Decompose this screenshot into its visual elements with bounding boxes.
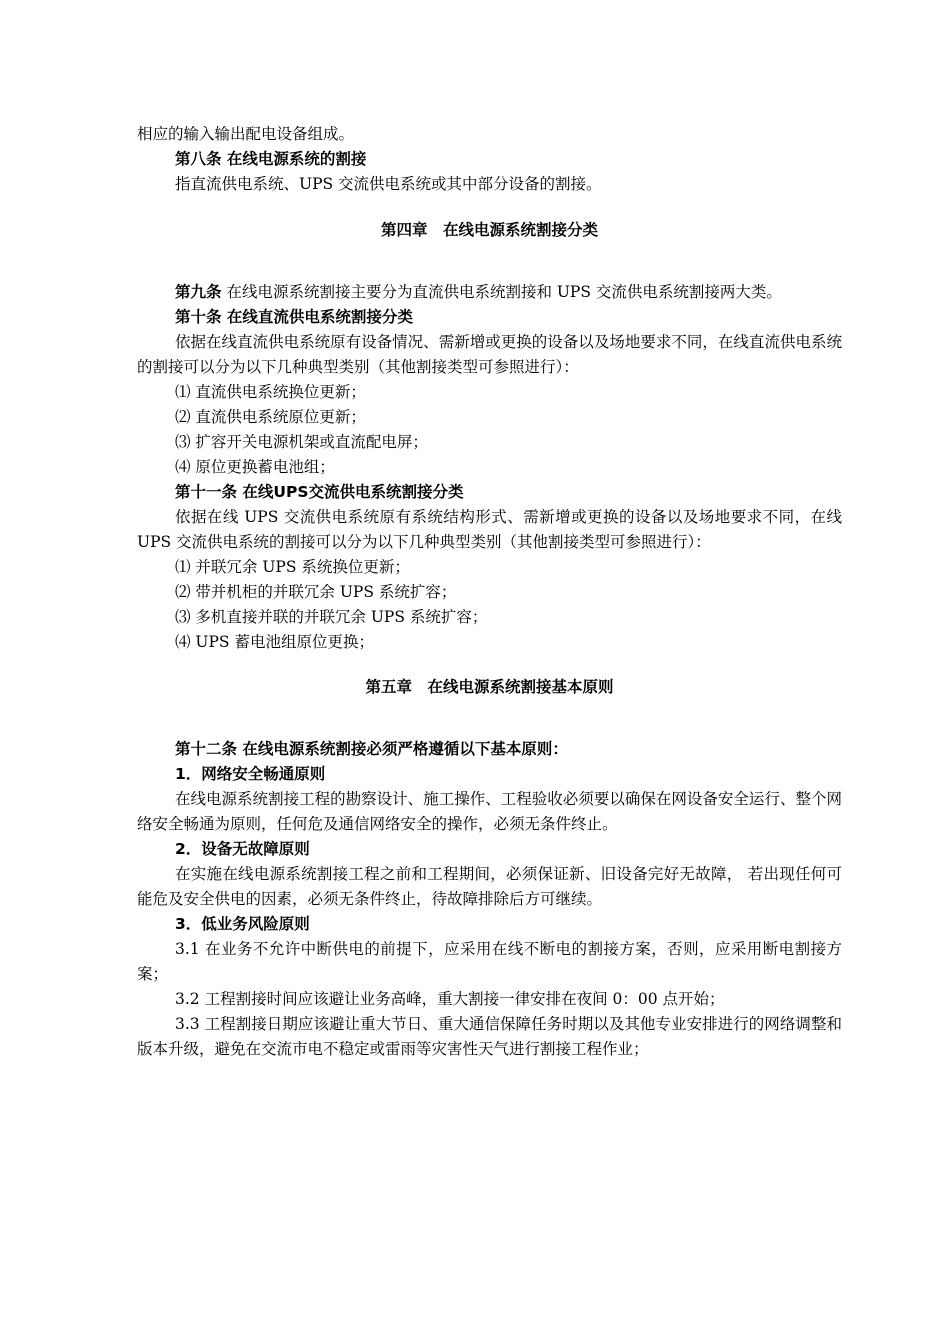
article-8-title: 第八条 在线电源系统的割接 bbox=[175, 150, 367, 168]
article-10-text: 依据在线直流供电系统原有设备情况、需新增或更换的设备以及场地要求不同，在线直流供电系统的割接可以分为以下几种典型类别（其他割接类型可参照进行）： bbox=[137, 333, 842, 376]
article-12-title: 第十二条 在线电源系统割接必须严格遵循以下基本原则： bbox=[175, 740, 568, 758]
chapter-5-heading: 第五章 在线电源系统割接基本原则 bbox=[365, 678, 614, 696]
document-page bbox=[137, 122, 842, 1062]
article-9-text: 在线电源系统割接主要分为直流供电系统割接和 UPS 交流供电系统割接两大类。 bbox=[221, 283, 782, 301]
dc-list-item: ⑵ 直流供电系统原位更新； bbox=[175, 408, 366, 426]
article-10-title: 第十条 在线直流供电系统割接分类 bbox=[175, 308, 413, 326]
ups-list-item: ⑷ UPS 蓄电池组原位更换； bbox=[175, 633, 374, 651]
article-9 bbox=[137, 280, 842, 305]
dc-list-item: ⑴ 直流供电系统换位更新； bbox=[175, 383, 366, 401]
chapter-4-heading: 第四章 在线电源系统割接分类 bbox=[380, 221, 598, 239]
principle-3-3: 3.3 工程割接日期应该避让重大节日、重大通信保障任务时期以及其他专业安排进行的网络调整和版本升级，避免在交流市电不稳定或雷雨等灾害性天气进行割接工程作业； bbox=[137, 1015, 842, 1058]
article-11-text: 依据在线 UPS 交流供电系统原有系统结构形式、需新增或更换的设备以及场地要求不同，在线 UPS 交流供电系统的割接可以分为以下几种典型类别（其他割接类型可参照进行）： bbox=[137, 508, 842, 551]
ups-list-item: ⑴ 并联冗余 UPS 系统换位更新； bbox=[175, 558, 410, 576]
principle-3-title: 3．低业务风险原则 bbox=[175, 915, 310, 933]
principle-1-text: 在线电源系统割接工程的勘察设计、施工操作、工程验收必须要以确保在网设备安全运行、整个网络安全畅通为原则，任何危及通信网络安全的操作，必须无条件终止。 bbox=[137, 790, 842, 833]
principle-3-1: 3.1 在业务不允许中断供电的前提下，应采用在线不断电的割接方案，否则，应采用断电割接方案； bbox=[137, 940, 842, 983]
principle-3-2: 3.2 工程割接时间应该避让业务高峰，重大割接一律安排在夜间 0：00 点开始； bbox=[175, 990, 725, 1008]
paragraph-continuation: 相应的输入输出配电设备组成。 bbox=[137, 125, 355, 143]
article-8-text: 指直流供电系统、UPS 交流供电系统或其中部分设备的割接。 bbox=[175, 175, 602, 193]
ups-list-item: ⑵ 带并机柜的并联冗余 UPS 系统扩容； bbox=[175, 583, 457, 601]
article-11-title: 第十一条 在线UPS交流供电系统割接分类 bbox=[175, 483, 464, 501]
article-9-label: 第九条 bbox=[175, 283, 222, 301]
principle-2-text: 在实施在线电源系统割接工程之前和工程期间，必须保证新、旧设备完好无故障， 若出现任何可能危及安全供电的因素，必须无条件终止，待故障排除后方可继续。 bbox=[137, 865, 842, 908]
dc-list-item: ⑶ 扩容开关电源机架或直流配电屏； bbox=[175, 433, 428, 451]
principle-1-title: 1．网络安全畅通原则 bbox=[175, 765, 326, 783]
principle-2-title: 2．设备无故障原则 bbox=[175, 840, 310, 858]
dc-list-item: ⑷ 原位更换蓄电池组； bbox=[175, 458, 335, 476]
ups-list-item: ⑶ 多机直接并联的并联冗余 UPS 系统扩容； bbox=[175, 608, 488, 626]
